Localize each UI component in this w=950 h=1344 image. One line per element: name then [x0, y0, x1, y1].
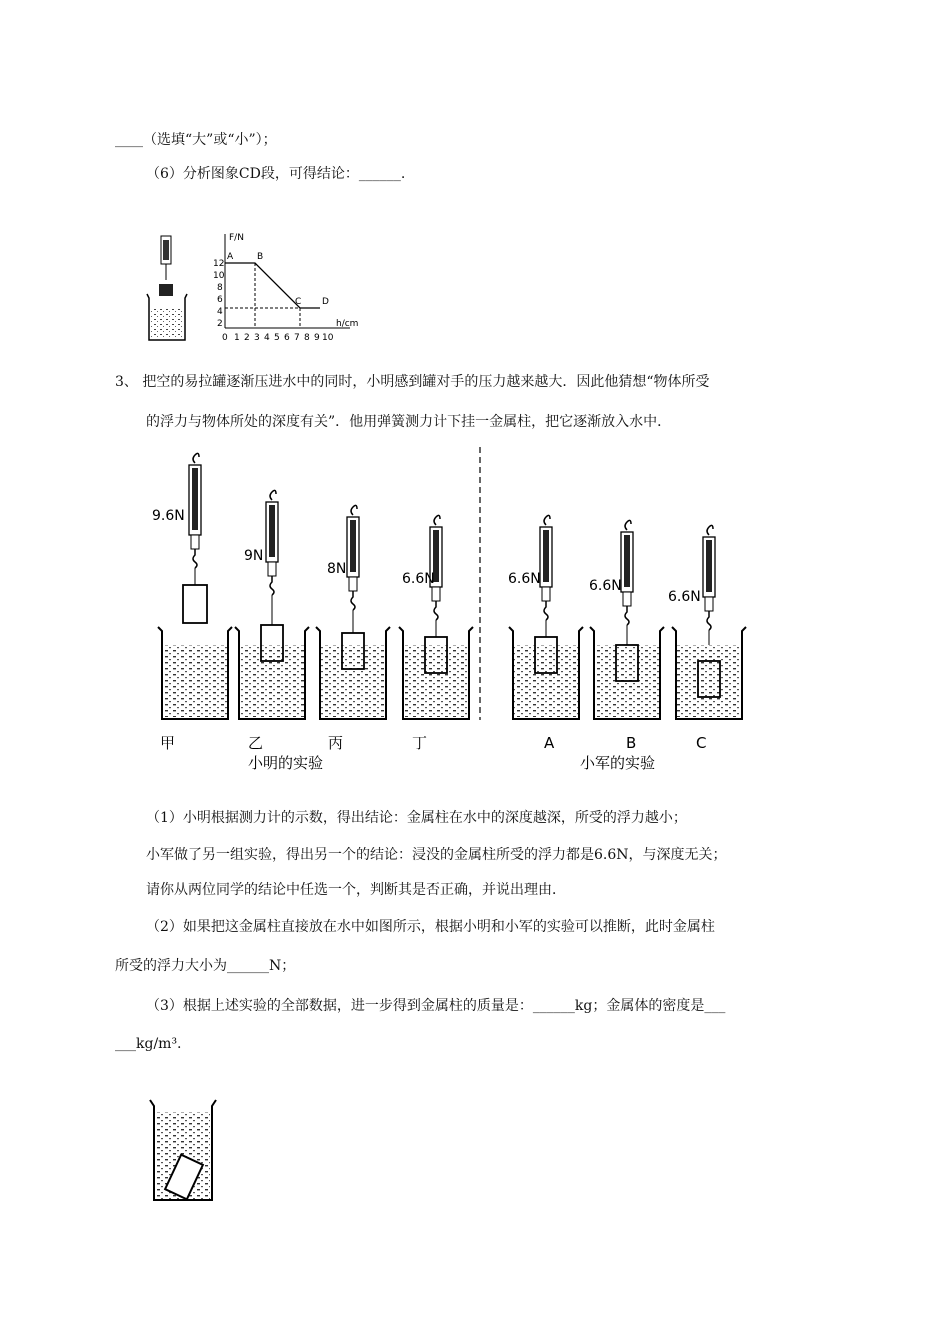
part-3-line-2: ___kg/m³.: [115, 1036, 182, 1052]
x-tick: 9: [314, 333, 320, 343]
label-c: C: [696, 734, 707, 752]
y-tick: 8: [217, 283, 223, 293]
small-beaker-icon: [147, 294, 187, 340]
force-depth-figure: [135, 228, 375, 348]
label-bing: 丙: [328, 734, 344, 752]
point-b-label: B: [257, 252, 264, 262]
scale-reading: 8N: [327, 561, 347, 577]
question-3-line-1: 3、 把空的易拉罐逐渐压进水中的同时，小明感到罐对手的压力越来越大．因此他猜想“物体所受: [115, 374, 710, 390]
y-tick: 6: [217, 295, 223, 305]
caption-xiaojun: 小军的实验: [580, 754, 656, 772]
y-axis-label: F/N: [229, 233, 244, 243]
line-1: ____（选填“大”或“小”）；: [115, 132, 277, 148]
caption-xiaoming: 小明的实验: [248, 754, 324, 772]
y-tick: 10: [213, 271, 225, 281]
point-a-label: A: [227, 252, 234, 262]
line-2: （6）分析图象CD段，可得结论：______.: [146, 166, 406, 182]
part-2-line-1: （2）如果把这金属柱直接放在水中如图所示，根据小明和小军的实验可以推断，此时金属柱: [146, 919, 715, 935]
point-d-label: D: [322, 297, 329, 307]
experiments-figure: [140, 445, 760, 780]
force-depth-graph: [213, 233, 358, 343]
tilted-column-beaker: [148, 1098, 218, 1204]
x-tick: 2: [244, 333, 250, 343]
scale-reading: 6.6N: [668, 589, 701, 605]
label-jia: 甲: [160, 734, 176, 752]
question-3-line-2: 的浮力与物体所处的深度有关”．他用弹簧测力计下挂一金属柱，把它逐渐放入水中．: [146, 414, 672, 430]
x-axis-label: h/cm: [336, 319, 359, 329]
part-2-line-2: 所受的浮力大小为______N；: [115, 958, 296, 974]
part-1-line-3: 请你从两位同学的结论中任选一个，判断其是否正确，并说出理由．: [146, 882, 566, 898]
x-tick: 7: [294, 333, 300, 343]
part-3-line-1: （3）根据上述实验的全部数据，进一步得到金属柱的质量是：______kg；金属体的密度是___: [146, 998, 726, 1014]
scale-reading: 6.6N: [508, 571, 541, 587]
x-tick: 8: [304, 333, 310, 343]
x-tick: 1: [234, 333, 240, 343]
x-tick: 5: [274, 333, 280, 343]
scale-reading: 6.6N: [402, 571, 435, 587]
small-scale-icon: [159, 236, 173, 296]
label-a: A: [544, 734, 555, 752]
label-yi: 乙: [248, 734, 264, 752]
label-b: B: [626, 734, 637, 752]
scale-reading: 9N: [244, 548, 264, 564]
x-tick: 6: [284, 333, 290, 343]
part-1-line-1: （1）小明根据测力计的示数，得出结论：金属柱在水中的深度越深，所受的浮力越小；: [146, 810, 687, 826]
scale-reading: 6.6N: [589, 578, 622, 594]
y-tick: 12: [213, 259, 225, 269]
x-tick: 0: [222, 333, 228, 343]
part-1-line-2: 小军做了另一组实验，得出另一个的结论：浸没的金属柱所受的浮力都是6.6N，与深度无关；: [146, 847, 727, 863]
scale-reading: 9.6N: [152, 508, 185, 524]
label-ding: 丁: [412, 734, 428, 752]
point-c-label: C: [295, 297, 302, 307]
x-tick: 10: [322, 333, 334, 343]
y-tick: 2: [217, 319, 223, 329]
y-tick: 4: [217, 307, 223, 317]
x-tick: 4: [264, 333, 270, 343]
x-tick: 3: [254, 333, 260, 343]
